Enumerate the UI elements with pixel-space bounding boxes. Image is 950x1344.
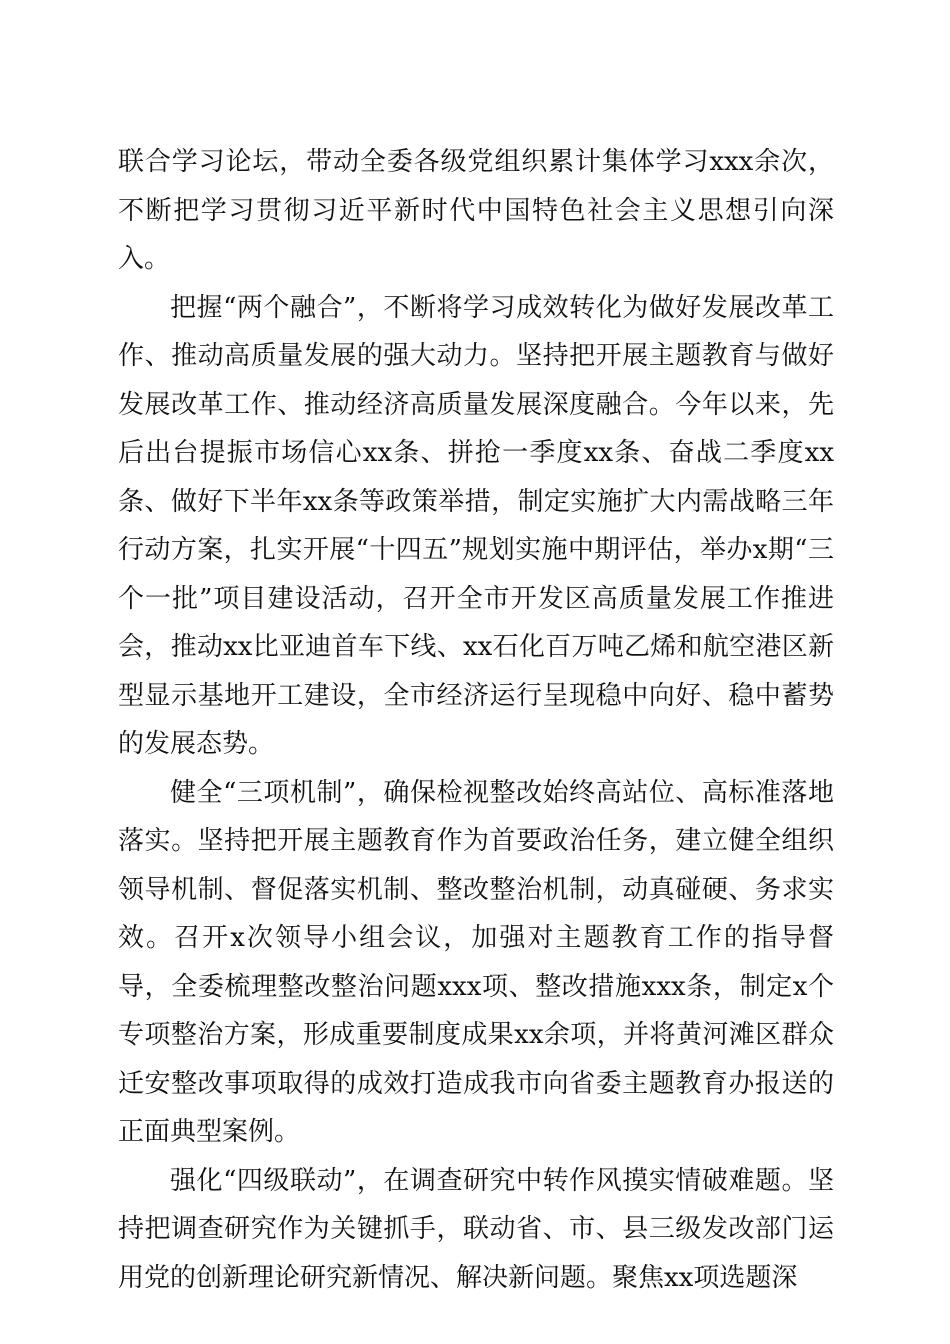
- paragraph-four-level-linkage: 强化“四级联动”，在调查研究中转作风摸实情破难题。坚持把调查研究作为关键抓手，联动省、市、县三级发改部门运用党的创新理论研究新情况、解决新问题。聚焦xx项选题深: [118, 1165, 834, 1293]
- paragraph-continuation: 联合学习论坛，带动全委各级党组织累计集体学习xxx余次，不断把学习贯彻习近平新时代中国特色社会主义思想引向深入。: [118, 147, 834, 274]
- paragraph-two-integrations: 把握“两个融合”，不断将学习成效转化为做好发展改革工作、推动高质量发展的强大动力。坚持把开展主题教育与做好发展改革工作、推动经济高质量发展深度融合。今年以来，先后出台提振市场信心xx条、拼抢一季度xx条、奋战二季度xx条、做好下半年xx条等政策举措，制定实施扩大内需战略三年行动方案，扎实开展“十四五”规划实施中期评估，举办x期“三个一批”项目建设活动，召开全市开发区高质量发展工作推进会，推动xx比亚迪首车下线、xx石化百万吨乙烯和航空港区新型显示基地开工建设，全市经济运行呈现稳中向好、稳中蓄势的发展态势。: [118, 292, 834, 759]
- paragraph-three-mechanisms: 健全“三项机制”，确保检视整改始终高站位、高标准落地落实。坚持把开展主题教育作为首要政治任务，建立健全组织领导机制、督促落实机制、整改整治机制，动真碰硬、务求实效。召开x次领导小组会议，加强对主题教育工作的指导督导，全委梳理整改整治问题xxx项、整改措施xxx条，制定x个专项整治方案，形成重要制度成果xx余项，并将黄河滩区群众迁安整改事项取得的成效打造成我市向省委主题教育办报送的正面典型案例。: [118, 777, 834, 1147]
- document-body: [118, 138, 834, 1302]
